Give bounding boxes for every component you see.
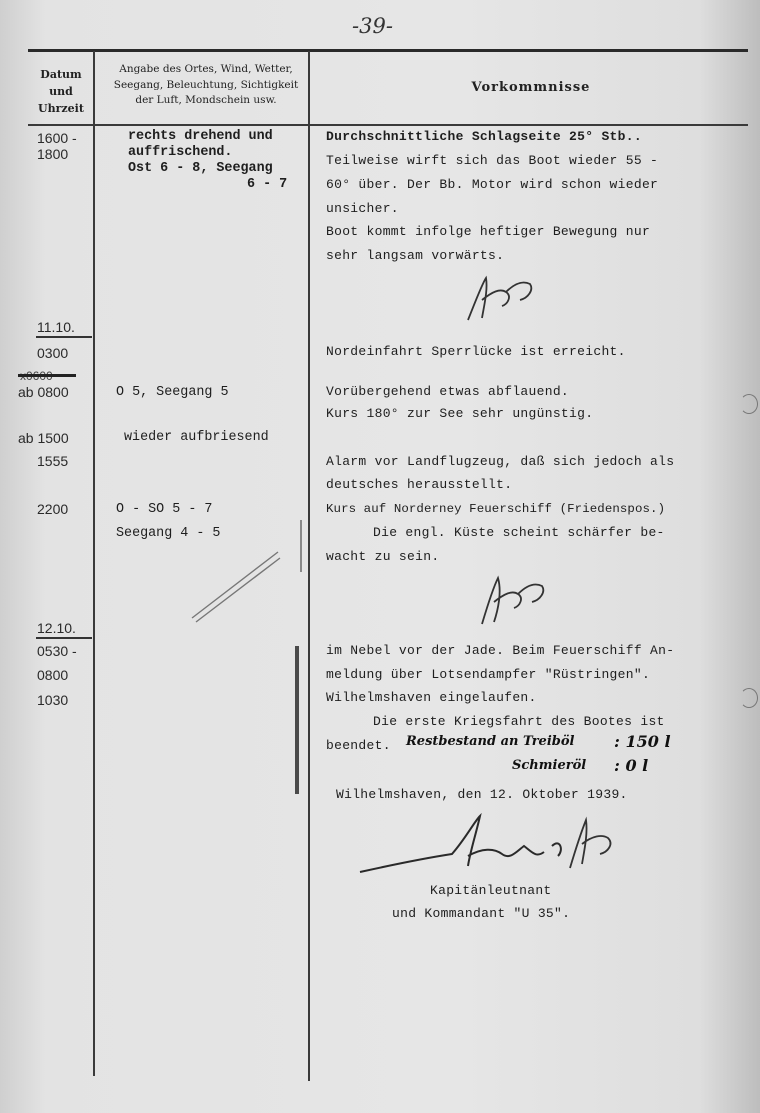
header-bottom-rule: [28, 124, 748, 126]
date-underline: [36, 336, 92, 338]
header-top-rule: [28, 49, 748, 52]
binder-hole-mark: [740, 394, 758, 414]
event-line: Durchschnittliche Schlagseite 25° Stb..: [326, 129, 642, 144]
event-line: Kurs auf Norderney Feuerschiff (Friedenspos.): [326, 502, 666, 516]
event-line: beendet.: [326, 738, 391, 753]
event-line: sehr langsam vorwärts.: [326, 248, 505, 263]
initials-mark: [476, 570, 556, 630]
column-divider-place: [308, 51, 310, 1081]
event-line: 60° über. Der Bb. Motor wird schon wieder: [326, 177, 659, 192]
handwritten-fuel-value: : 150 l: [614, 732, 671, 751]
date-entry: 12.10.: [37, 620, 76, 636]
event-line: wacht zu sein.: [326, 549, 440, 564]
header-date-line: und: [49, 85, 73, 98]
weather-entry: 6 - 7: [247, 177, 288, 192]
event-line: unsicher.: [326, 201, 399, 216]
time-entry: 1600 -: [37, 130, 77, 146]
weather-entry: O 5, Seegang 5: [116, 385, 229, 400]
header-place-column: [100, 62, 312, 109]
event-line: Wilhelmshaven eingelaufen.: [326, 690, 537, 705]
weather-entry: Ost 6 - 8, Seegang: [128, 161, 273, 176]
header-date-column: [32, 66, 90, 117]
event-line: Nordeinfahrt Sperrlücke ist erreicht.: [326, 344, 626, 359]
event-line: Vorübergehend etwas abflauend.: [326, 384, 570, 399]
time-entry: 0530 -: [37, 643, 77, 659]
time-entry: 0300: [37, 345, 69, 361]
event-line: Die engl. Küste scheint schärfer be-: [373, 525, 665, 540]
margin-bar-mark: [300, 520, 302, 572]
handwritten-oil-label: Schmieröl: [512, 758, 587, 773]
signature-title: Kapitänleutnant: [430, 883, 552, 898]
event-line: im Nebel vor der Jade. Beim Feuerschiff An-: [326, 643, 675, 658]
handwritten-oil-value: : 0 l: [614, 756, 649, 775]
header-events-column: Vorkommnisse: [471, 80, 591, 95]
strike-through-mark: [18, 374, 76, 377]
time-entry: 1555: [37, 453, 69, 469]
time-entry: ab 0800: [18, 384, 69, 400]
weather-entry: rechts drehend und: [128, 129, 273, 144]
time-entry: 2200: [37, 501, 69, 517]
event-line: Boot kommt infolge heftiger Bewegung nur: [326, 224, 651, 239]
pencil-stroke-mark: [188, 546, 284, 624]
time-entry: 0800: [37, 667, 69, 683]
header-place-line: Seegang, Beleuchtung, Sichtigkeit: [113, 78, 299, 91]
binder-hole-mark: [740, 688, 758, 708]
time-entry: 1030: [37, 692, 69, 708]
event-line: Alarm vor Landflugzeug, daß sich jedoch als: [326, 454, 675, 469]
time-entry: 1800: [37, 146, 69, 162]
header-date-line: Datum: [40, 68, 82, 81]
header-place-line: Angabe des Ortes, Wind, Wetter,: [119, 63, 293, 75]
event-line: Kurs 180° zur See sehr ungünstig.: [326, 406, 594, 421]
commander-signature: [356, 808, 626, 884]
event-line: deutsches herausstellt.: [326, 477, 513, 492]
event-line: meldung über Lotsendampfer "Rüstringen".: [326, 667, 651, 682]
handwritten-fuel-label: Restbestand an Treiböl: [406, 734, 575, 749]
weather-entry: Seegang 4 - 5: [116, 526, 221, 541]
time-entry: ab 1500: [18, 430, 69, 446]
weather-entry: wieder aufbriesend: [124, 430, 269, 445]
weather-entry: auffrischend.: [128, 145, 233, 160]
place-date-line: Wilhelmshaven, den 12. Oktober 1939.: [336, 787, 628, 802]
date-entry: 11.10.: [37, 319, 75, 335]
event-line: Teilweise wirft sich das Boot wieder 55 -: [326, 153, 659, 168]
event-line: Die erste Kriegsfahrt des Bootes ist: [373, 714, 665, 729]
margin-bar-mark: [295, 646, 299, 794]
weather-entry: O - SO 5 - 7: [116, 502, 213, 517]
date-underline: [36, 637, 92, 639]
page-number: -39-: [352, 14, 393, 38]
signature-title: und Kommandant "U 35".: [392, 906, 571, 921]
column-divider-date: [93, 51, 95, 1076]
initials-mark: [462, 270, 542, 326]
header-place-line: der Luft, Mondschein usw.: [135, 94, 277, 106]
header-date-line: Uhrzeit: [38, 102, 84, 115]
